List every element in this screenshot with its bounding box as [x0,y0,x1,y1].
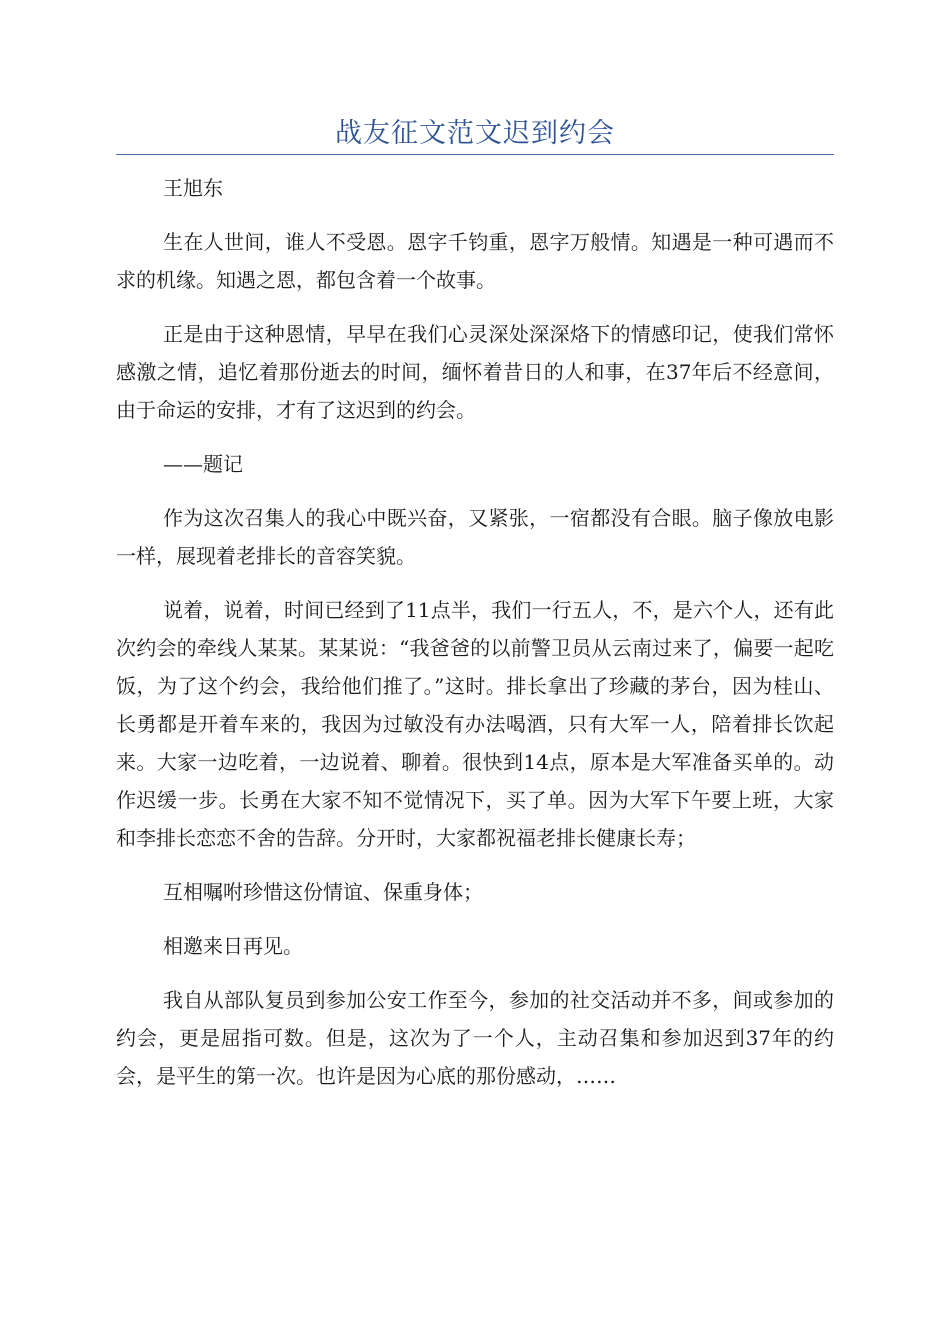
paragraph-1: 生在人世间，谁人不受恩。恩字千钧重，恩字万般情。知遇是一种可遇而不求的机缘。知遇之恩，都包含着一个故事。 [116,230,834,292]
paragraph-gap [116,857,834,873]
paragraph-6: 互相嘱咐珍惜这份情谊、保重身体； [163,880,483,904]
paragraph-8: 我自从部队复员到参加公安工作至今，参加的社交活动并不多，间或参加的约会，更是屈指可数。但是，这次为了一个人，主动召集和参加迟到37年的约会，是平生的第一次。也许是因为心底的那份感动，…… [116,988,834,1088]
author-line: 王旭东 [163,176,223,200]
title-underline [116,154,834,155]
epigraph-attribution: ——题记 [163,452,243,476]
paragraph-gap [116,575,834,591]
paragraph-gap [116,911,834,927]
paragraph-2: 正是由于这种恩情，早早在我们心灵深处深深烙下的情感印记，使我们常怀感激之情，追忆着那份逝去的时间，缅怀着昔日的人和事，在37年后不经意间，由于命运的安排，才有了这迟到的约会。 [116,322,834,422]
paragraph-gap [116,207,834,223]
paragraph-4: 作为这次召集人的我心中既兴奋，又紧张，一宿都没有合眼。脑子像放电影一样，展现着老排长的音容笑貌。 [116,506,834,568]
paragraph-gap [116,299,834,315]
paragraph-gap [116,429,834,445]
paragraph-5: 说着，说着，时间已经到了11点半，我们一行五人，不，是六个人，还有此次约会的牵线人某某。某某说：“我爸爸的以前警卫员从云南过来了，偏要一起吃饭，为了这个约会，我给他们推了。”这时。排长拿出了珍藏的茅台，因为桂山、长勇都是开着车来的，我因为过敏没有办法喝酒，只有大军一人，陪着排长饮起来。大家一边吃着，一边说着、聊着。很快到14点，原本是大军准备买单的。动作迟缓一步。长勇在大家不知不觉情况下，买了单。因为大军下午要上班，大家和李排长恋恋不舍的告辞。分开时，大家都祝福老排长健康长寿； [116,598,834,850]
paragraph-gap [116,965,834,981]
document-title: 战友征文范文迟到约会 [335,118,615,149]
paragraph-gap [116,483,834,499]
paragraph-7: 相邀来日再见。 [163,934,303,958]
